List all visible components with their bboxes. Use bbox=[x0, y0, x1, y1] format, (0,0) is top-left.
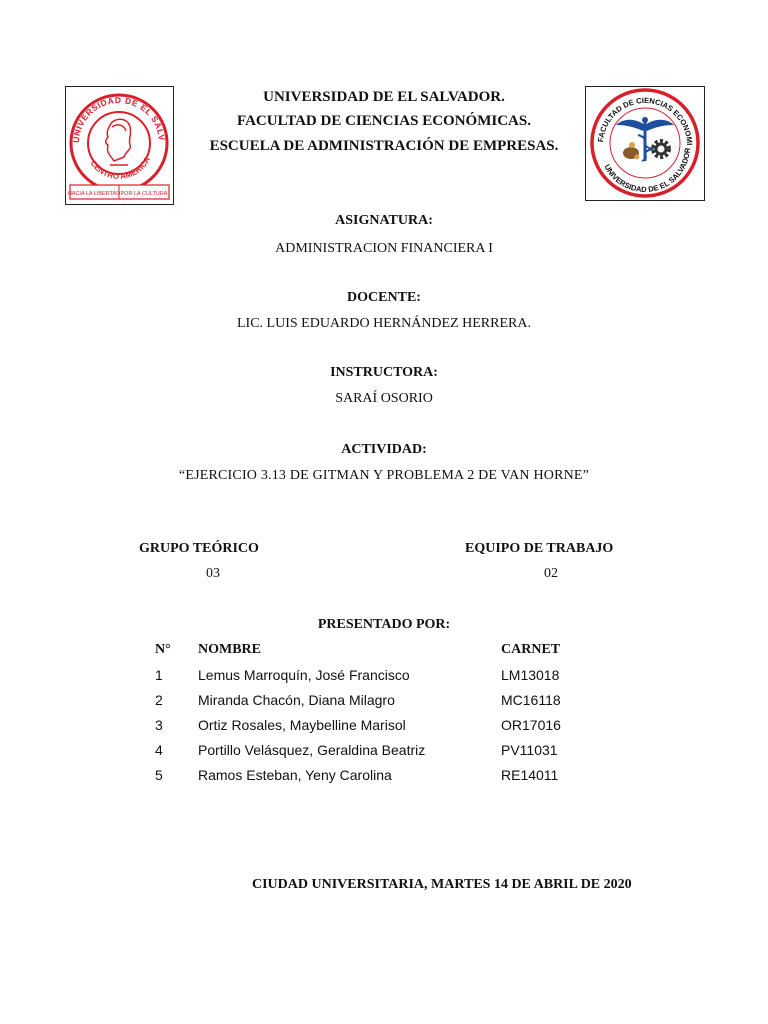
fce-top-text: FACULTAD DE CIENCIAS ECONOMI bbox=[596, 95, 695, 146]
school-name: ESCUELA DE ADMINISTRACIÓN DE EMPRESAS. bbox=[209, 138, 559, 154]
row-num: 4 bbox=[155, 742, 163, 758]
row-name: Portillo Velásquez, Geraldina Beatriz bbox=[198, 742, 426, 758]
row-carnet: MC16118 bbox=[501, 692, 561, 708]
row-carnet: RE14011 bbox=[501, 767, 559, 783]
row-num: 3 bbox=[155, 717, 163, 733]
row-name: Miranda Chacón, Diana Milagro bbox=[198, 692, 395, 708]
instructora-value: SARAÍ OSORIO bbox=[335, 391, 433, 406]
docente-label: DOCENTE: bbox=[347, 290, 421, 305]
ues-bottom-text: CENTRO AMERICA bbox=[88, 155, 152, 181]
col-header-name: NOMBRE bbox=[198, 642, 261, 657]
row-carnet: OR17016 bbox=[501, 717, 561, 733]
fce-bottom-text: UNIVERSIDAD DE EL SALVADOR bbox=[602, 147, 693, 195]
row-name: Ramos Esteban, Yeny Carolina bbox=[198, 767, 392, 783]
faculty-name: FACULTAD DE CIENCIAS ECONÓMICAS. bbox=[237, 113, 531, 129]
grupo-value: 03 bbox=[206, 566, 220, 581]
ues-ribbon-right: POR LA CULTURA bbox=[120, 191, 168, 197]
col-header-carnet: CARNET bbox=[501, 642, 561, 657]
instructora-label: INSTRUCTORA: bbox=[330, 365, 438, 380]
row-carnet: PV11031 bbox=[501, 742, 558, 758]
asignatura-value: ADMINISTRACION FINANCIERA I bbox=[275, 241, 493, 256]
row-name: Lemus Marroquín, José Francisco bbox=[198, 667, 410, 683]
docente-value: LIC. LUIS EDUARDO HERNÁNDEZ HERRERA. bbox=[237, 316, 531, 331]
row-num: 1 bbox=[155, 667, 163, 683]
asignatura-label: ASIGNATURA: bbox=[335, 213, 433, 228]
actividad-value: “EJERCICIO 3.13 DE GITMAN Y PROBLEMA 2 DE VAN HORNE” bbox=[178, 468, 590, 483]
footer-place-date: CIUDAD UNIVERSITARIA, MARTES 14 DE ABRIL DE 2020 bbox=[252, 877, 632, 892]
col-header-num: N° bbox=[155, 642, 171, 657]
actividad-label: ACTIVIDAD: bbox=[341, 442, 427, 457]
equipo-value: 02 bbox=[544, 566, 558, 581]
row-num: 2 bbox=[155, 692, 163, 708]
grupo-label: GRUPO TEÓRICO bbox=[139, 541, 259, 556]
row-carnet: LM13018 bbox=[501, 667, 560, 683]
equipo-label: EQUIPO DE TRABAJO bbox=[465, 541, 614, 556]
ues-ribbon-left: HACIA LA LIBERTAD bbox=[67, 191, 121, 197]
ues-ring-text: UNIVERSIDAD DE EL SALV bbox=[70, 94, 167, 144]
presentado-label: PRESENTADO POR: bbox=[317, 617, 451, 632]
university-name: UNIVERSIDAD DE EL SALVADOR. bbox=[263, 89, 505, 105]
row-name: Ortiz Rosales, Maybelline Marisol bbox=[198, 717, 406, 733]
row-num: 5 bbox=[155, 767, 163, 783]
